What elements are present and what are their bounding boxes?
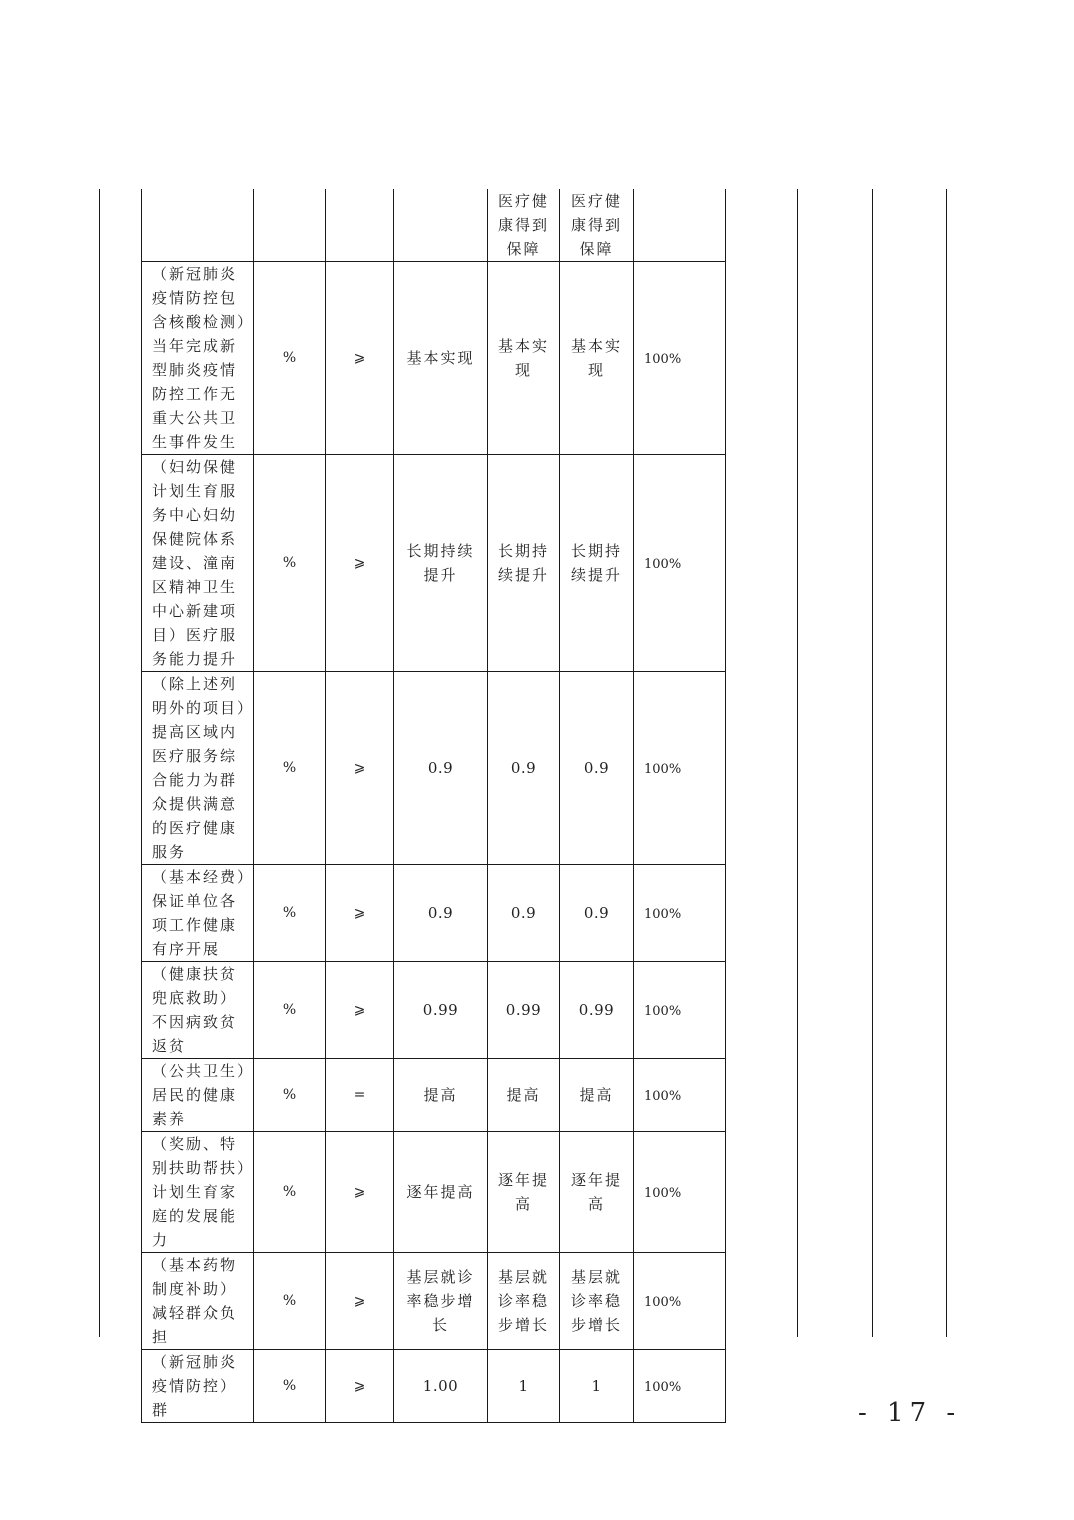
- actual-value-2: 提高: [560, 1059, 634, 1132]
- completion-rate: 100%: [634, 962, 726, 1059]
- operator-cell: ⩾: [326, 262, 394, 455]
- actual-value-2-text: 逐年提高: [570, 1171, 622, 1213]
- outer-right-border: [946, 189, 947, 1337]
- unit-cell: [254, 189, 326, 262]
- completion-rate: 100%: [634, 262, 726, 455]
- operator-cell: ⩾: [326, 455, 394, 672]
- indicator-name: （新冠肺炎疫情防控）群: [142, 1350, 254, 1423]
- actual-value-text: 基层就诊率稳步增长: [497, 1268, 549, 1334]
- actual-value-2: [560, 1253, 634, 1350]
- target-value: 0.9: [394, 865, 488, 962]
- unit-cell: %: [254, 672, 326, 865]
- table-row: [142, 455, 726, 672]
- actual-value-2: 1: [560, 1350, 634, 1423]
- target-value: [394, 1253, 488, 1350]
- actual-value-2: 0.99: [560, 962, 634, 1059]
- unit-cell: %: [254, 962, 326, 1059]
- operator-cell: ⩾: [326, 1132, 394, 1253]
- actual-value-text: 医疗健康得到保障: [497, 192, 549, 258]
- indicator-name: （妇幼保健计划生育服务中心妇幼保健院体系建设、潼南区精神卫生中心新建项目）医疗服务能力提升: [142, 455, 254, 672]
- unit-cell: %: [254, 865, 326, 962]
- column-divider: [872, 189, 873, 1337]
- performance-indicator-table: [141, 189, 726, 1423]
- actual-value-text: 逐年提高: [497, 1171, 549, 1213]
- table-row: [142, 262, 726, 455]
- completion-rate: 100%: [634, 1132, 726, 1253]
- operator-cell: ⩾: [326, 962, 394, 1059]
- indicator-name: （除上述列明外的项目）提高区域内医疗服务综合能力为群众提供满意的医疗健康服务: [142, 672, 254, 865]
- operator-cell: ⩾: [326, 672, 394, 865]
- target-value-text: 基层就诊率稳步增长: [406, 1268, 475, 1334]
- indicator-name: （新冠肺炎疫情防控包含核酸检测）当年完成新型肺炎疫情防控工作无重大公共卫生事件发生: [142, 262, 254, 455]
- actual-value-2-text: 基层就诊率稳步增长: [570, 1268, 622, 1334]
- actual-value-2: [560, 189, 634, 262]
- operator-cell: =: [326, 1059, 394, 1132]
- actual-value-2-text: 基本实现: [570, 337, 622, 379]
- unit-cell: %: [254, 1253, 326, 1350]
- actual-value-2: 0.9: [560, 865, 634, 962]
- completion-rate: 100%: [634, 1350, 726, 1423]
- actual-value: 0.9: [488, 865, 560, 962]
- table-row: [142, 865, 726, 962]
- table-row: [142, 1253, 726, 1350]
- unit-cell: %: [254, 262, 326, 455]
- operator-cell: ⩾: [326, 865, 394, 962]
- target-value: 逐年提高: [394, 1132, 488, 1253]
- table-row: [142, 962, 726, 1059]
- actual-value: [488, 189, 560, 262]
- completion-rate: 100%: [634, 455, 726, 672]
- target-value-text: 长期持续提升: [406, 542, 475, 584]
- target-value: 提高: [394, 1059, 488, 1132]
- operator-cell: ⩾: [326, 1253, 394, 1350]
- target-value: [394, 455, 488, 672]
- target-value: 0.99: [394, 962, 488, 1059]
- actual-value-2-text: 长期持续提升: [570, 542, 622, 584]
- completion-rate: 100%: [634, 865, 726, 962]
- unit-cell: %: [254, 1350, 326, 1423]
- actual-value-2: [560, 262, 634, 455]
- operator-cell: ⩾: [326, 1350, 394, 1423]
- table-row: [142, 1350, 726, 1423]
- actual-value: [488, 455, 560, 672]
- unit-cell: %: [254, 1059, 326, 1132]
- table-row: [142, 672, 726, 865]
- indicator-name: （基本药物制度补助）减轻群众负担: [142, 1253, 254, 1350]
- unit-cell: %: [254, 455, 326, 672]
- target-value: [394, 189, 488, 262]
- outer-left-border: [99, 189, 100, 1337]
- table-row: [142, 189, 726, 262]
- indicator-name: [142, 189, 254, 262]
- target-value: 0.9: [394, 672, 488, 865]
- target-value: 1.00: [394, 1350, 488, 1423]
- indicator-name: （基本经费）保证单位各项工作健康有序开展: [142, 865, 254, 962]
- completion-rate: 100%: [634, 672, 726, 865]
- actual-value: 0.99: [488, 962, 560, 1059]
- completion-rate: 100%: [634, 1059, 726, 1132]
- actual-value-2-text: 医疗健康得到保障: [570, 192, 622, 258]
- actual-value-2: [560, 455, 634, 672]
- table-row: [142, 1132, 726, 1253]
- actual-value-text: 基本实现: [497, 337, 549, 379]
- actual-value: [488, 1253, 560, 1350]
- actual-value: [488, 262, 560, 455]
- column-divider: [797, 189, 798, 1337]
- completion-rate: [634, 189, 726, 262]
- target-value: 基本实现: [394, 262, 488, 455]
- actual-value-text: 长期持续提升: [497, 542, 549, 584]
- unit-cell: %: [254, 1132, 326, 1253]
- indicator-name: （奖励、特别扶助帮扶）计划生育家庭的发展能力: [142, 1132, 254, 1253]
- actual-value: 0.9: [488, 672, 560, 865]
- table-row: [142, 1059, 726, 1132]
- page-number: - 17 -: [858, 1398, 962, 1428]
- indicator-name: （公共卫生）居民的健康素养: [142, 1059, 254, 1132]
- actual-value-2: 0.9: [560, 672, 634, 865]
- actual-value: [488, 1132, 560, 1253]
- actual-value: 提高: [488, 1059, 560, 1132]
- completion-rate: 100%: [634, 1253, 726, 1350]
- actual-value-2: [560, 1132, 634, 1253]
- indicator-name: （健康扶贫兜底救助）不因病致贫返贫: [142, 962, 254, 1059]
- actual-value: 1: [488, 1350, 560, 1423]
- operator-cell: [326, 189, 394, 262]
